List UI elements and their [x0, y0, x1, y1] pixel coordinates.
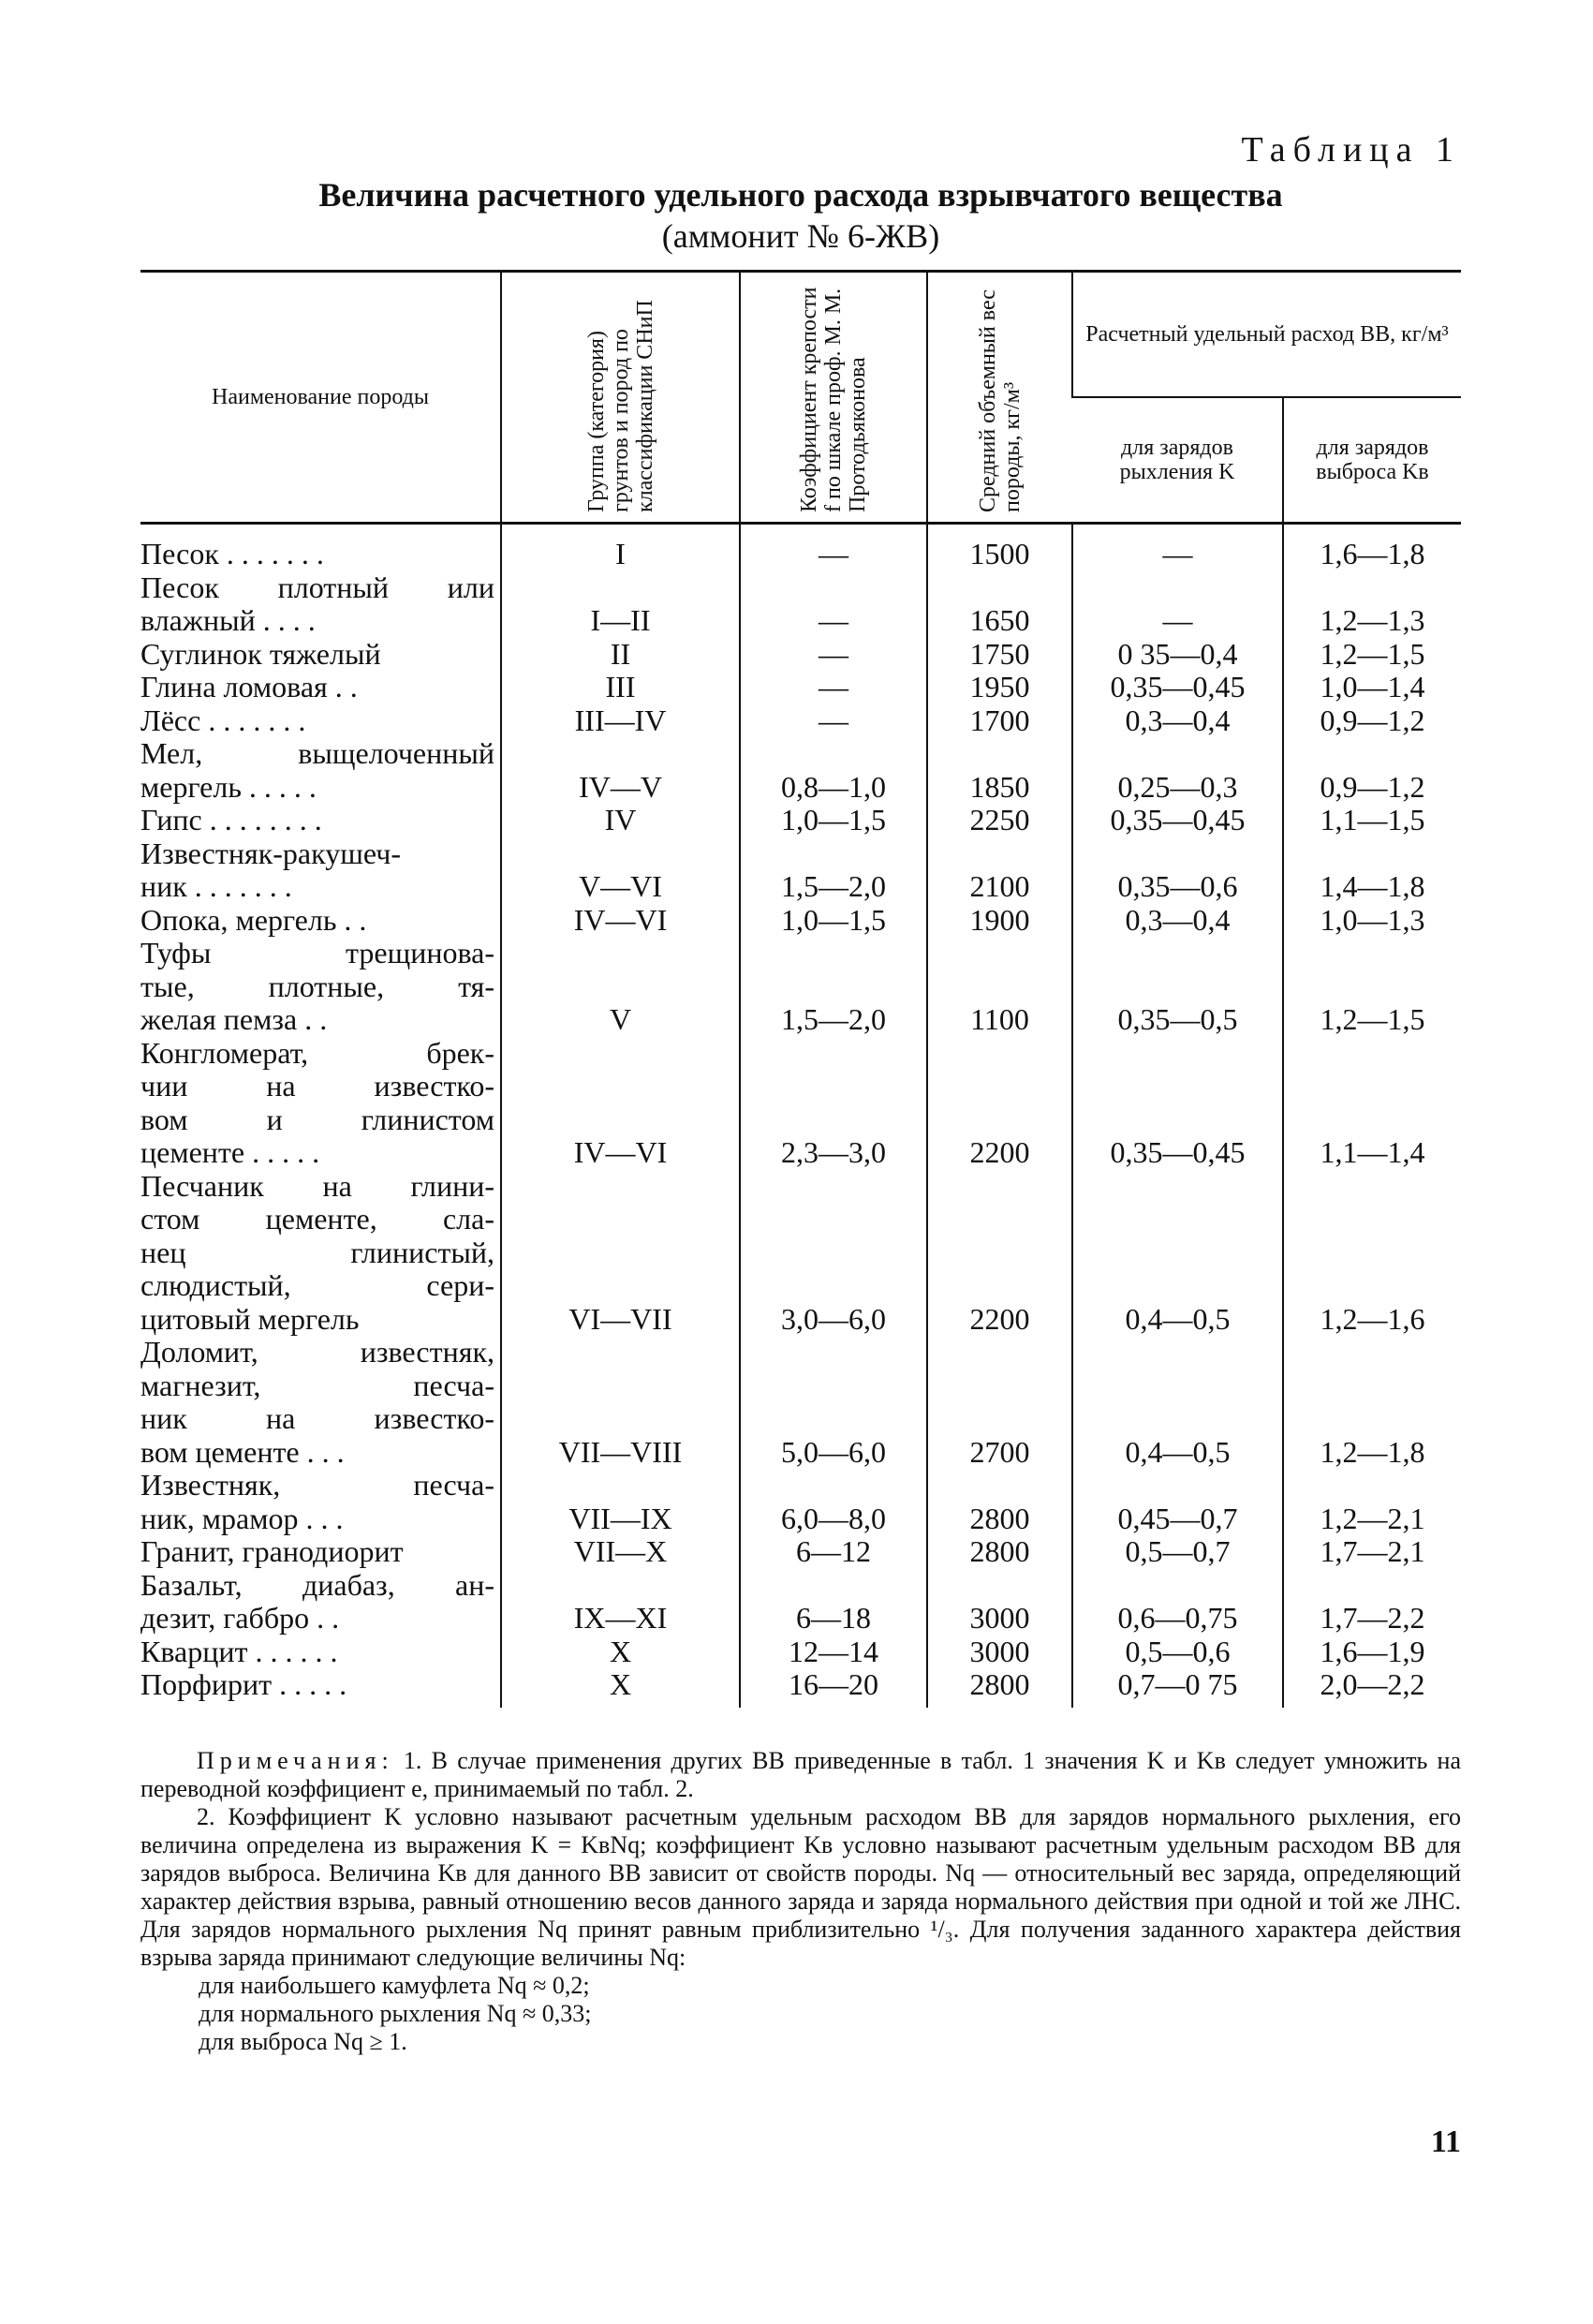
- weight-cell: 2200: [927, 1037, 1072, 1170]
- rock-name-line: Порфирит . . . . .: [140, 1667, 347, 1701]
- weight-cell: 2800: [927, 1668, 1072, 1708]
- table-row: [140, 1636, 1461, 1669]
- note-item-3: для выброса Nq ≥ 1.: [199, 2028, 407, 2055]
- k-cell: 0,35—0,5: [1072, 937, 1283, 1037]
- rock-name-cell: [140, 638, 501, 672]
- weight-cell: 2100: [927, 837, 1072, 904]
- k-cell: 0,35—0,45: [1072, 671, 1283, 704]
- group-cell: IV—VI: [501, 1037, 740, 1170]
- k-cell: 0,45—0,7: [1072, 1469, 1283, 1535]
- coef-cell: 0,8—1,0: [740, 737, 927, 804]
- rock-name-line: Глина ломовая . .: [140, 670, 358, 703]
- k-cell: 0,7—0 75: [1072, 1668, 1283, 1708]
- coef-cell: 6—12: [740, 1535, 927, 1569]
- weight-cell: 1650: [927, 571, 1072, 638]
- rock-name-line: Известняк-ракушеч-: [140, 836, 401, 870]
- rock-name-line: Суглинок тяжелый: [140, 636, 381, 671]
- rock-name-line: Известняк, песча-: [140, 1468, 494, 1502]
- k-cell: —: [1072, 571, 1283, 638]
- coef-cell: —: [740, 524, 927, 571]
- table-label: Таблица 1: [1241, 130, 1461, 170]
- rock-name-line: Мел, выщелоченный: [140, 736, 494, 770]
- rock-name-cell: [140, 1535, 501, 1569]
- rock-name-cell: [140, 1469, 501, 1535]
- rock-name-cell: [140, 524, 501, 571]
- weight-cell: 1100: [927, 937, 1072, 1037]
- kv-cell: 1,1—1,4: [1283, 1037, 1461, 1170]
- rock-name-cell: [140, 1170, 501, 1337]
- coef-cell: 1,0—1,5: [740, 804, 927, 837]
- group-cell: VII—X: [501, 1535, 740, 1569]
- kv-cell: 2,0—2,2: [1283, 1668, 1461, 1708]
- weight-cell: 1750: [927, 638, 1072, 672]
- table-row: [140, 1535, 1461, 1569]
- k-cell: —: [1072, 524, 1283, 571]
- group-cell: X: [501, 1636, 740, 1669]
- weight-cell: 2800: [927, 1535, 1072, 1569]
- coef-cell: 1,0—1,5: [740, 904, 927, 938]
- group-cell: I: [501, 524, 740, 571]
- weight-cell: 2700: [927, 1336, 1072, 1469]
- rock-name-line: тые, плотные, тя-: [140, 969, 494, 1003]
- rock-name-cell: [140, 737, 501, 804]
- kv-cell: 0,9—1,2: [1283, 704, 1461, 738]
- rock-name-line: Гипс . . . . . . . .: [140, 803, 322, 836]
- table-row: [140, 1668, 1461, 1708]
- notes: [140, 1747, 1461, 2056]
- weight-cell: 1950: [927, 671, 1072, 704]
- rock-name-line: чии на известко-: [140, 1069, 494, 1103]
- table-row: [140, 1037, 1461, 1170]
- kv-cell: 1,2—1,3: [1283, 571, 1461, 638]
- group-cell: VII—VIII: [501, 1336, 740, 1469]
- header-group: Группа (категория) грунтов и пород по классификации СНиП: [501, 272, 740, 524]
- k-cell: 0 35—0,4: [1072, 638, 1283, 672]
- weight-cell: 1700: [927, 704, 1072, 738]
- explosive-consumption-table: [140, 270, 1461, 1708]
- rock-name-cell: [140, 1569, 501, 1636]
- weight-cell: 3000: [927, 1569, 1072, 1636]
- rock-name-line: ник, мрамор . . .: [140, 1501, 344, 1535]
- header-kv: для зарядов выброса Kв: [1283, 397, 1461, 524]
- rock-name-line: мергель . . . . .: [140, 769, 317, 804]
- table-title: [140, 174, 1461, 257]
- group-cell: X: [501, 1668, 740, 1708]
- k-cell: 0,4—0,5: [1072, 1336, 1283, 1469]
- header-rock-name: Наименование породы: [140, 272, 501, 524]
- coef-cell: 1,5—2,0: [740, 837, 927, 904]
- rock-name-line: Конгломерат, брек-: [140, 1035, 494, 1070]
- kv-cell: 0,9—1,2: [1283, 737, 1461, 804]
- rock-name-line: Базальт, диабаз, ан-: [140, 1567, 494, 1602]
- coef-cell: 2,3—3,0: [740, 1037, 927, 1170]
- group-cell: VI—VII: [501, 1170, 740, 1337]
- kv-cell: 1,2—2,1: [1283, 1469, 1461, 1535]
- page-number: 11: [1430, 2124, 1461, 2159]
- rock-name-line: вом и глинистом: [140, 1102, 494, 1136]
- coef-cell: 6—18: [740, 1569, 927, 1636]
- rock-name-line: Гранит, гранодиорит: [140, 1534, 404, 1568]
- rock-name-cell: [140, 1636, 501, 1669]
- kv-cell: 1,6—1,9: [1283, 1636, 1461, 1669]
- weight-cell: 2200: [927, 1170, 1072, 1337]
- rock-name-line: Кварцит . . . . . .: [140, 1634, 338, 1668]
- coef-cell: 16—20: [740, 1668, 927, 1708]
- table-row: [140, 1336, 1461, 1469]
- coef-cell: 5,0—6,0: [740, 1336, 927, 1469]
- rock-name-line: магнезит, песча-: [140, 1368, 494, 1402]
- title-line-1: Величина расчетного удельного расхода взрывчатого вещества: [318, 176, 1283, 214]
- rock-name-line: нец глинистый,: [140, 1235, 494, 1269]
- table-row: [140, 837, 1461, 904]
- rock-name-line: Доломит, известняк,: [140, 1335, 494, 1369]
- rock-name-cell: [140, 904, 501, 938]
- weight-cell: 3000: [927, 1636, 1072, 1669]
- note-1: Примечания: 1. В случае применения других ВВ приведенные в табл. 1 значения K и Kв следует умножить на переводной коэффициент e, принимаемый по табл. 2.: [140, 1747, 1462, 1802]
- rock-name-cell: [140, 804, 501, 837]
- rock-name-cell: [140, 1336, 501, 1469]
- rock-name-cell: [140, 571, 501, 638]
- k-cell: 0,5—0,6: [1072, 1636, 1283, 1669]
- rock-name-line: стом цементе, сла-: [140, 1202, 494, 1236]
- k-cell: 0,35—0,45: [1072, 1037, 1283, 1170]
- group-cell: VII—IX: [501, 1469, 740, 1535]
- rock-name-line: ник на известко-: [140, 1401, 494, 1435]
- group-cell: III: [501, 671, 740, 704]
- rock-name-cell: [140, 837, 501, 904]
- rock-name-line: Лёсс . . . . . . .: [140, 703, 306, 737]
- rock-name-cell: [140, 704, 501, 738]
- rock-name-cell: [140, 671, 501, 704]
- header-consumption: Расчетный удельный расход ВВ, кг/м³: [1072, 272, 1461, 398]
- kv-cell: 1,4—1,8: [1283, 837, 1461, 904]
- table-row: [140, 1170, 1461, 1337]
- group-cell: I—II: [501, 571, 740, 638]
- table-row: [140, 1569, 1461, 1636]
- rock-name-line: Песчаник на глини-: [140, 1168, 494, 1203]
- rock-name-line: цитовый мергель: [140, 1301, 360, 1336]
- kv-cell: 1,1—1,5: [1283, 804, 1461, 837]
- group-cell: V: [501, 937, 740, 1037]
- table-row: [140, 904, 1461, 938]
- note-item-2: для нормального рыхления Nq ≈ 0,33;: [199, 2000, 592, 2027]
- group-cell: II: [501, 638, 740, 672]
- k-cell: 0,3—0,4: [1072, 704, 1283, 738]
- table-row: [140, 571, 1461, 638]
- kv-cell: 1,7—2,2: [1283, 1569, 1461, 1636]
- rock-name-cell: [140, 1037, 501, 1170]
- rock-name-cell: [140, 937, 501, 1037]
- weight-cell: 1850: [927, 737, 1072, 804]
- kv-cell: 1,7—2,1: [1283, 1535, 1461, 1569]
- rock-name-line: Песок плотный или: [140, 570, 494, 604]
- k-cell: 0,5—0,7: [1072, 1535, 1283, 1569]
- coef-cell: 1,5—2,0: [740, 937, 927, 1037]
- table-row: [140, 524, 1461, 571]
- k-cell: 0,35—0,45: [1072, 804, 1283, 837]
- kv-cell: 1,2—1,8: [1283, 1336, 1461, 1469]
- table-row: [140, 937, 1461, 1037]
- table-row: [140, 1469, 1461, 1535]
- table-row: [140, 638, 1461, 672]
- table-row: [140, 671, 1461, 704]
- rock-name-line: слюдистый, сери-: [140, 1268, 494, 1302]
- group-cell: IV—V: [501, 737, 740, 804]
- rock-name-cell: [140, 1668, 501, 1708]
- table-body: [140, 524, 1461, 1708]
- rock-name-line: Опока, мергель . .: [140, 902, 367, 937]
- coef-cell: —: [740, 638, 927, 672]
- k-cell: 0,4—0,5: [1072, 1170, 1283, 1337]
- weight-cell: 2800: [927, 1469, 1072, 1535]
- rock-name-line: Туфы трещинова-: [140, 936, 494, 970]
- coef-cell: 3,0—6,0: [740, 1170, 927, 1337]
- weight-cell: 2250: [927, 804, 1072, 837]
- coef-cell: —: [740, 571, 927, 638]
- coef-cell: —: [740, 671, 927, 704]
- rock-name-line: влажный . . . .: [140, 603, 316, 637]
- group-cell: IV: [501, 804, 740, 837]
- title-line-2: (аммонит № 6-ЖВ): [661, 217, 940, 255]
- k-cell: 0,25—0,3: [1072, 737, 1283, 804]
- k-cell: 0,6—0,75: [1072, 1569, 1283, 1636]
- header-k: для зарядов рыхления K: [1072, 397, 1283, 524]
- rock-name-line: вом цементе . . .: [140, 1434, 345, 1469]
- kv-cell: 1,0—1,3: [1283, 904, 1461, 938]
- kv-cell: 1,2—1,5: [1283, 937, 1461, 1037]
- coef-cell: —: [740, 704, 927, 738]
- kv-cell: 1,2—1,5: [1283, 638, 1461, 672]
- kv-cell: 1,6—1,8: [1283, 524, 1461, 571]
- rock-name-line: желая пемза . .: [140, 1002, 328, 1036]
- coef-cell: 6,0—8,0: [740, 1469, 927, 1535]
- table-row: [140, 704, 1461, 738]
- k-cell: 0,35—0,6: [1072, 837, 1283, 904]
- document-page: [140, 0, 1461, 2324]
- header-weight: Средний объемный вес породы, кг/м³: [927, 272, 1072, 524]
- rock-name-line: цементе . . . . .: [140, 1135, 320, 1169]
- rock-name-line: дезит, габбро . .: [140, 1601, 340, 1635]
- table-row: [140, 804, 1461, 837]
- kv-cell: 1,0—1,4: [1283, 671, 1461, 704]
- header-coefficient: Коэффициент крепости f по шкале проф. М. М. Протодьяконова: [740, 272, 927, 524]
- note-item-1: для наибольшего камуфлета Nq ≈ 0,2;: [199, 1972, 590, 1999]
- table-row: [140, 737, 1461, 804]
- group-cell: IV—VI: [501, 904, 740, 938]
- kv-cell: 1,2—1,6: [1283, 1170, 1461, 1337]
- rock-name-line: Песок . . . . . . .: [140, 537, 324, 570]
- k-cell: 0,3—0,4: [1072, 904, 1283, 938]
- group-cell: V—VI: [501, 837, 740, 904]
- weight-cell: 1900: [927, 904, 1072, 938]
- weight-cell: 1500: [927, 524, 1072, 571]
- note-2: 2. Коэффициент K условно называют расчетным удельным расходом ВВ для зарядов нормального рыхления, его величина определена из выражения K = KвNq; коэффициент Kв условно называют расчетным удельным расходом ВВ для зарядов выброса. Величина Kв для данного ВВ зависит от свойств породы. Nq — относительный вес заряда, определяющий характер действия взрыва, равный отношению весов данного заряда и заряда нормального действия при одной и той же ЛНС. Для зарядов нормального рыхления Nq принят равным приблизительно ¹/₃. Для получения заданного характера действия взрыва заряда принимают следующие величины Nq:: [140, 1803, 1461, 1971]
- rock-name-line: ник . . . . . . .: [140, 869, 292, 903]
- coef-cell: 12—14: [740, 1636, 927, 1669]
- group-cell: III—IV: [501, 704, 740, 738]
- group-cell: IX—XI: [501, 1569, 740, 1636]
